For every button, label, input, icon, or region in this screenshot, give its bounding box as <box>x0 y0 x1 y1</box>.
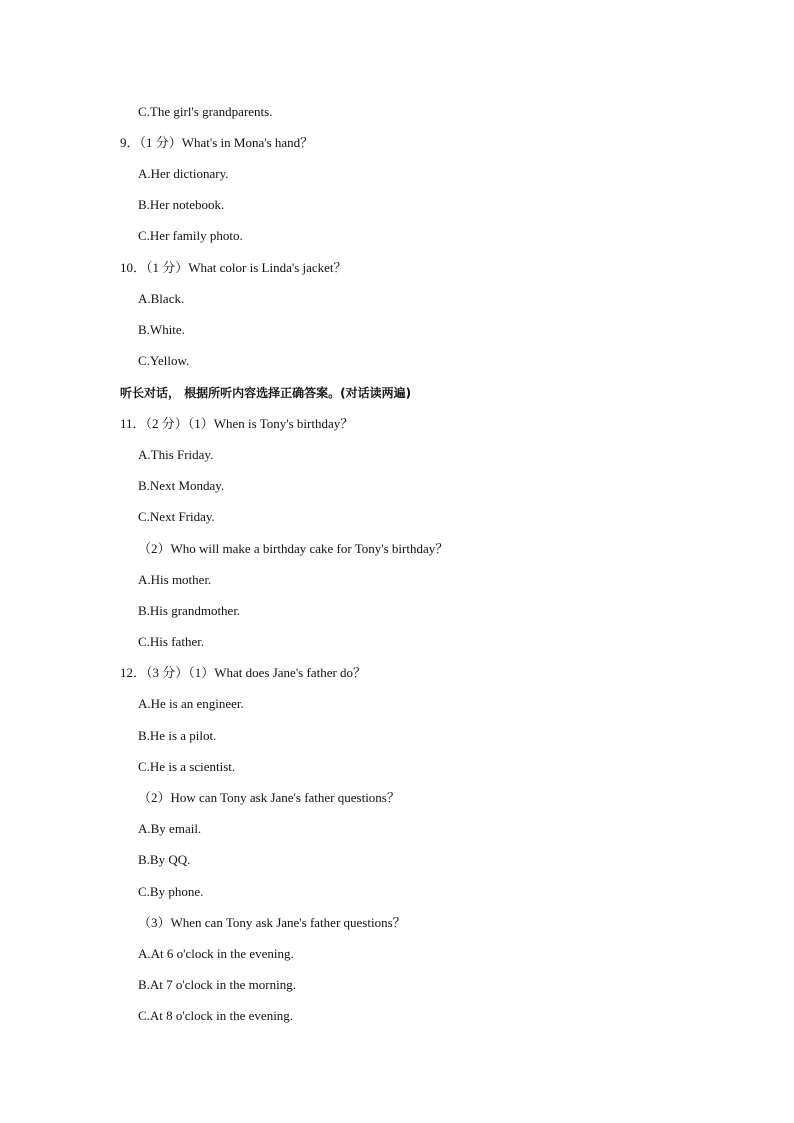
option-10b: B.White. <box>138 322 185 337</box>
question-11-1: 11．（2 分）（1）When is Tony's birthday？ <box>120 416 354 431</box>
question-12-2: （2）How can Tony ask Jane's father questions？ <box>138 790 400 805</box>
option-9a: A.Her dictionary. <box>138 166 229 181</box>
option-12-2b: B.By QQ. <box>138 852 191 867</box>
option-11-2c: C.His father. <box>138 634 205 649</box>
option-10a: A.Black. <box>138 291 185 306</box>
option-12-3c: C.At 8 o'clock in the evening. <box>138 1008 294 1023</box>
section-heading: 听长对话， 根据所听内容选择正确答案。(对话读两遍) <box>120 386 412 400</box>
option-11-2b: B.His grandmother. <box>138 603 241 618</box>
option-12-2a: A.By email. <box>138 821 202 836</box>
question-9: 9．（1 分）What's in Mona's hand？ <box>120 135 314 150</box>
question-11-2: （2）Who will make a birthday cake for Tony's birthday？ <box>138 541 449 556</box>
option-10c: C.Yellow. <box>138 353 190 368</box>
option-9b: B.Her notebook. <box>138 197 225 212</box>
option-12-1a: A.He is an engineer. <box>138 696 244 711</box>
option-11-2a: A.His mother. <box>138 572 212 587</box>
option-12-1b: B.He is a pilot. <box>138 728 217 743</box>
option-9c: C.Her family photo. <box>138 228 243 243</box>
option-8c: C.The girl's grandparents. <box>138 104 273 119</box>
question-12-3: （3）When can Tony ask Jane's father questions？ <box>138 915 406 930</box>
question-10: 10．（1 分）What color is Linda's jacket？ <box>120 260 347 275</box>
option-11-1a: A.This Friday. <box>138 447 214 462</box>
option-12-2c: C.By phone. <box>138 884 204 899</box>
option-12-3b: B.At 7 o'clock in the morning. <box>138 977 296 992</box>
option-11-1b: B.Next Monday. <box>138 478 225 493</box>
option-11-1c: C.Next Friday. <box>138 509 215 524</box>
option-12-3a: A.At 6 o'clock in the evening. <box>138 946 294 961</box>
option-12-1c: C.He is a scientist. <box>138 759 236 774</box>
question-12-1: 12．（3 分）（1）What does Jane's father do？ <box>120 665 367 680</box>
